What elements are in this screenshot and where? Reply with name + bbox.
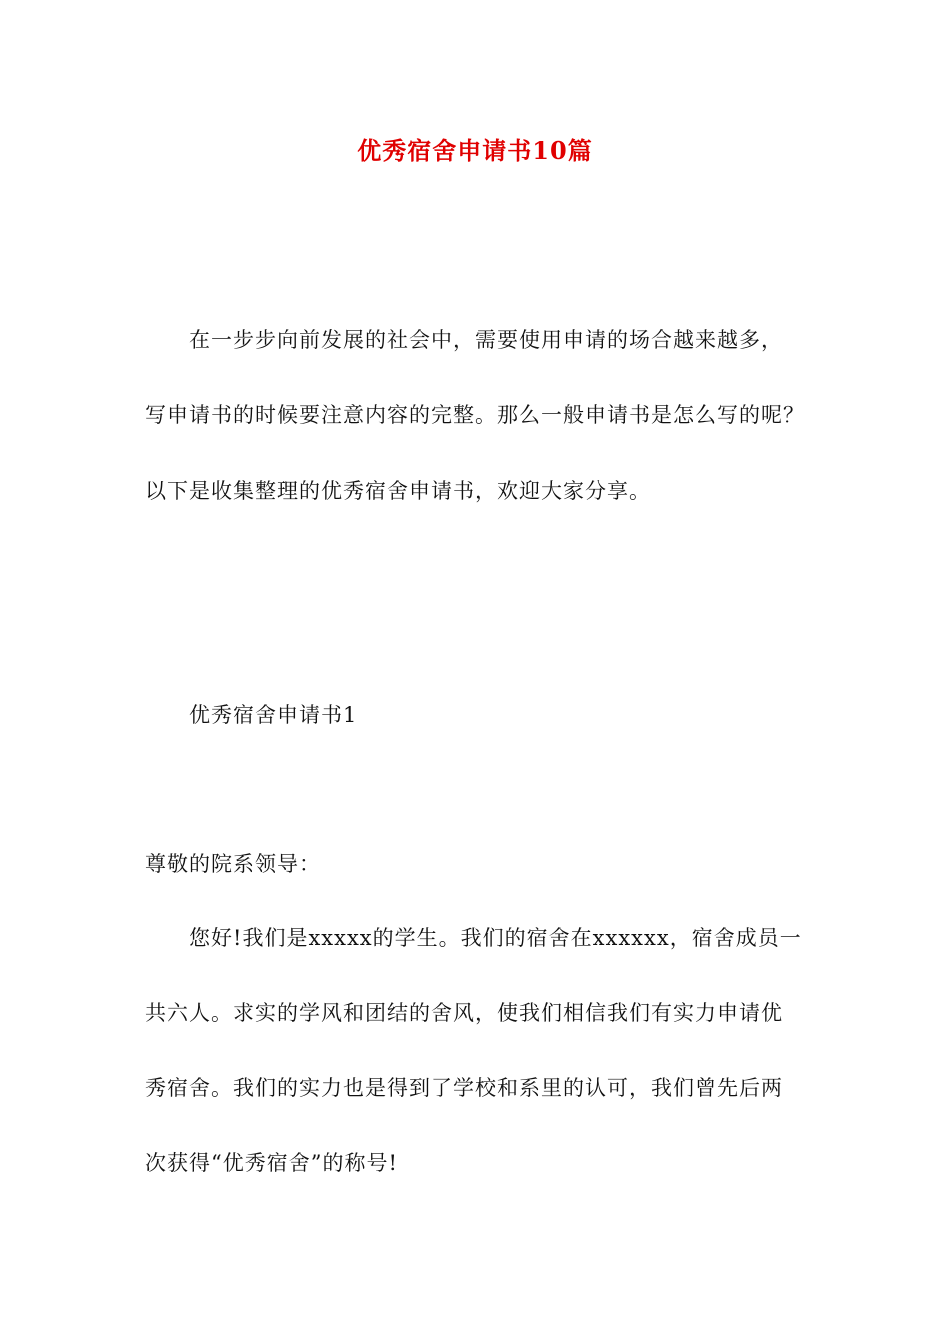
salutation: 尊敬的院系领导： — [145, 852, 321, 876]
intro-line-3: 以下是收集整理的优秀宿舍申请书，欢迎大家分享。 — [145, 479, 651, 503]
document-title: 优秀宿舍申请书10篇 — [357, 136, 593, 165]
intro-line-1: 在一步步向前发展的社会中，需要使用申请的场合越来越多， — [189, 328, 783, 352]
body-line-1: 您好!我们是xxxxx的学生。我们的宿舍在xxxxxx，宿舍成员一 — [189, 926, 802, 950]
body-line-4: 次获得“优秀宿舍”的称号! — [145, 1151, 398, 1175]
body-line-3: 秀宿舍。我们的实力也是得到了学校和系里的认可，我们曾先后两 — [145, 1076, 783, 1100]
body-line-2: 共六人。求实的学风和团结的舍风，使我们相信我们有实力申请优 — [145, 1001, 783, 1025]
section-heading: 优秀宿舍申请书1 — [189, 703, 358, 727]
intro-line-2: 写申请书的时候要注意内容的完整。那么一般申请书是怎么写的呢？ — [145, 403, 805, 427]
